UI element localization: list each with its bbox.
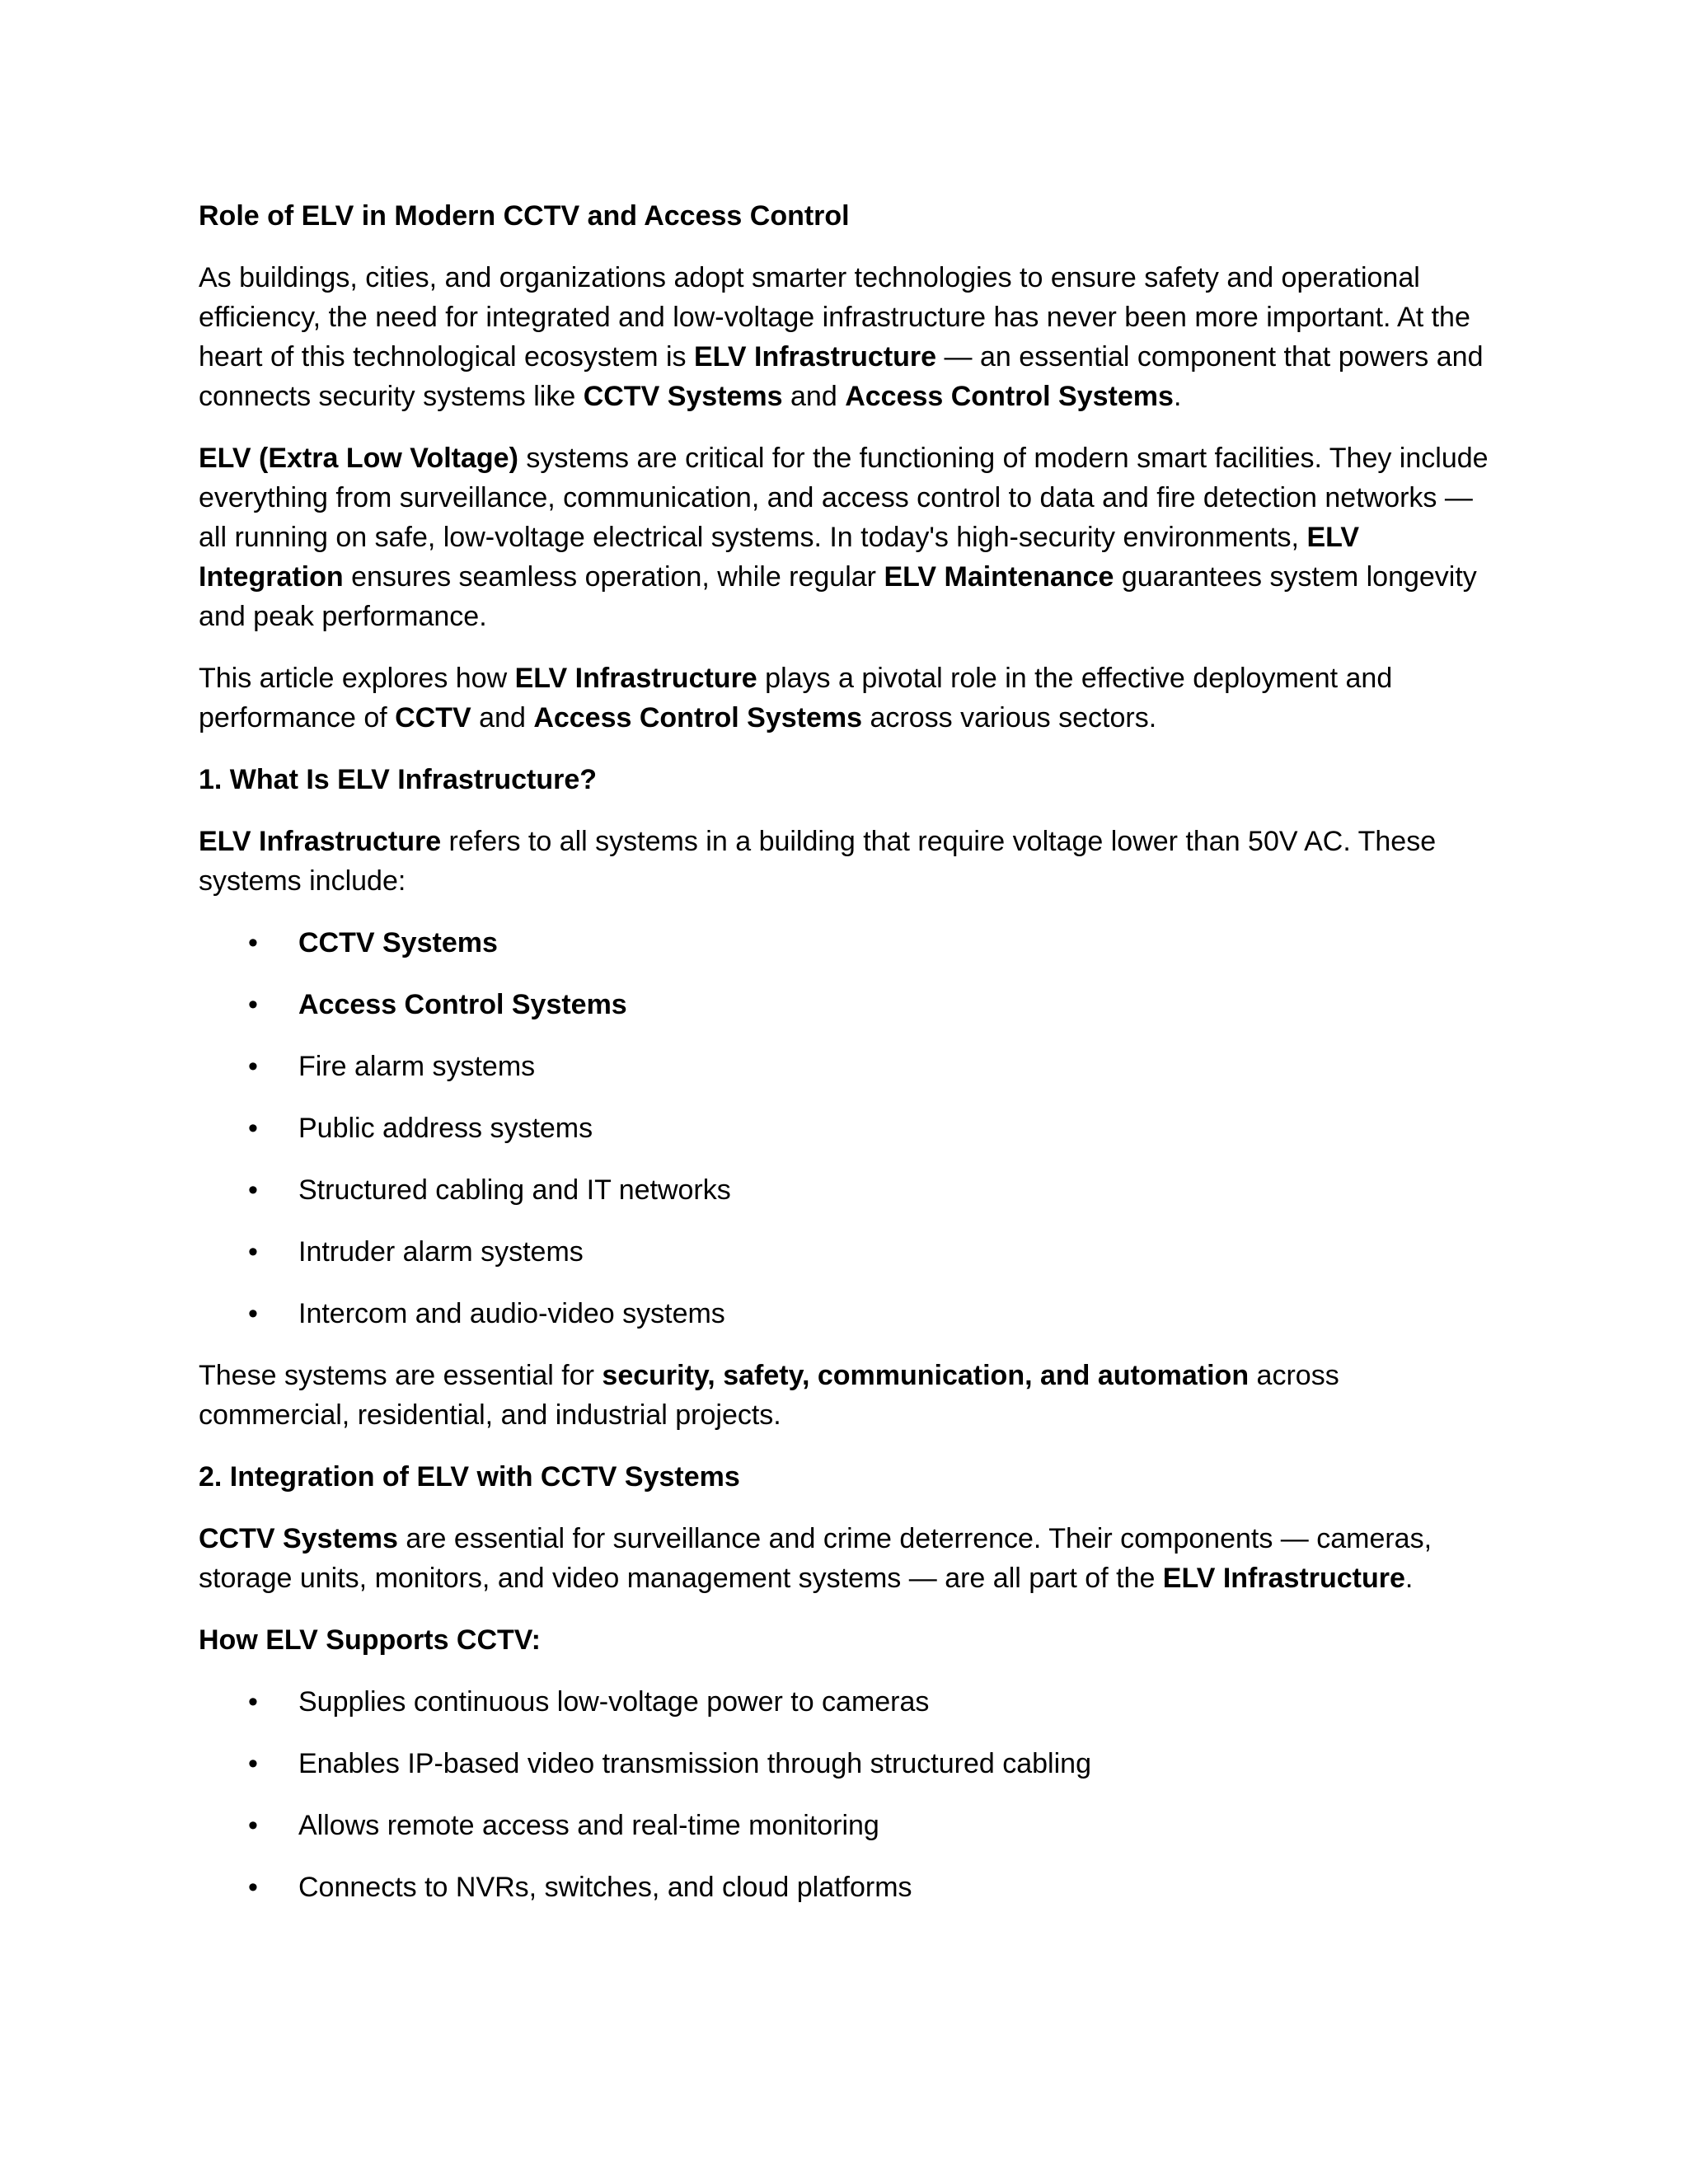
text-run: This article explores how	[199, 663, 515, 694]
text-run: These systems are essential for	[199, 1360, 603, 1391]
text-run: .	[1173, 381, 1182, 412]
text-run: systems are critical for the functioning of modern smart facilities. They include everything from surveillance, communication, and access control to data and fire detection networks — all running on safe, low-voltage electrical systems. In today's high-security environments,	[199, 443, 1489, 553]
bold-text: ELV Integration	[199, 522, 1360, 593]
article-scope-paragraph	[199, 658, 1493, 738]
text-run: are essential for surveillance and crime deterrence. Their components — cameras, storage units, monitors, and video management systems — are all part of the	[199, 1523, 1432, 1594]
text-run: plays a pivotal role in the effective deployment and performance of	[199, 663, 1393, 733]
bold-text: CCTV Systems	[199, 1523, 398, 1554]
cctv-support-list	[199, 1682, 1493, 1907]
list-item	[199, 923, 1493, 963]
text-run: Connects to NVRs, switches, and cloud platforms	[298, 1872, 912, 1903]
text-run: Allows remote access and real-time monitoring	[298, 1810, 879, 1841]
section-2-heading: 2. Integration of ELV with CCTV Systems	[199, 1461, 740, 1493]
text-run: Enables IP-based video transmission through structured cabling	[298, 1748, 1091, 1779]
text-run: across commercial, residential, and industrial projects.	[199, 1360, 1339, 1431]
intro-paragraph	[199, 258, 1493, 416]
list-item	[199, 1682, 1493, 1722]
bold-text: CCTV Systems	[583, 381, 783, 412]
bold-text: ELV Infrastructure	[199, 826, 442, 857]
section-1-body	[199, 822, 1493, 901]
bold-text: ELV Infrastructure	[514, 663, 757, 694]
bold-text: CCTV Systems	[298, 927, 498, 958]
list-item	[199, 1232, 1493, 1272]
bold-text: ELV Infrastructure	[693, 341, 937, 373]
list-item	[199, 1744, 1493, 1783]
bold-text: ELV Infrastructure	[1162, 1563, 1405, 1594]
text-run: across various sectors.	[862, 702, 1157, 733]
bold-text: CCTV	[395, 702, 471, 733]
text-run: and	[471, 702, 534, 733]
list-item	[199, 1806, 1493, 1845]
document-title: Role of ELV in Modern CCTV and Access Control	[199, 200, 850, 232]
document-page	[199, 196, 1493, 1929]
bold-text: ELV Maintenance	[884, 561, 1114, 593]
text-run: and	[782, 381, 846, 412]
list-item	[199, 1294, 1493, 1333]
list-item	[199, 1108, 1493, 1148]
text-run: Fire alarm systems	[298, 1051, 536, 1082]
bold-text: ELV (Extra Low Voltage)	[199, 443, 518, 474]
text-run: Structured cabling and IT networks	[298, 1174, 731, 1206]
text-run: As buildings, cities, and organizations adopt smarter technologies to ensure safety and operational efficiency, the need for integrated and low-voltage infrastructure has never been more important. At the heart of this technological ecosystem is	[199, 262, 1470, 373]
bold-text: Access Control Systems	[533, 702, 863, 733]
section-1-closing	[199, 1356, 1493, 1435]
list-item	[199, 1170, 1493, 1210]
text-run: refers to all systems in a building that require voltage lower than 50V AC. These systems include:	[199, 826, 1437, 897]
bold-text: Access Control Systems	[845, 381, 1174, 412]
list-item	[199, 985, 1493, 1024]
text-run: — an essential component that powers and connects security systems like	[199, 341, 1484, 412]
text-run: ensures seamless operation, while regular	[343, 561, 884, 593]
bold-text: security, safety, communication, and automation	[602, 1360, 1250, 1391]
text-run: Intruder alarm systems	[298, 1236, 584, 1268]
section-2-body	[199, 1519, 1493, 1598]
section-2-subheading: How ELV Supports CCTV:	[199, 1624, 541, 1656]
text-run: Public address systems	[298, 1113, 593, 1144]
list-item	[199, 1868, 1493, 1907]
text-run: guarantees system longevity and peak performance.	[199, 561, 1477, 632]
bold-text: Access Control Systems	[298, 989, 627, 1020]
elv-definition-paragraph	[199, 438, 1493, 636]
elv-systems-list	[199, 923, 1493, 1333]
text-run: Intercom and audio-video systems	[298, 1298, 725, 1329]
text-run: Supplies continuous low-voltage power to cameras	[298, 1686, 930, 1718]
list-item	[199, 1047, 1493, 1086]
text-run: .	[1404, 1563, 1414, 1594]
section-1-heading: 1. What Is ELV Infrastructure?	[199, 764, 598, 795]
